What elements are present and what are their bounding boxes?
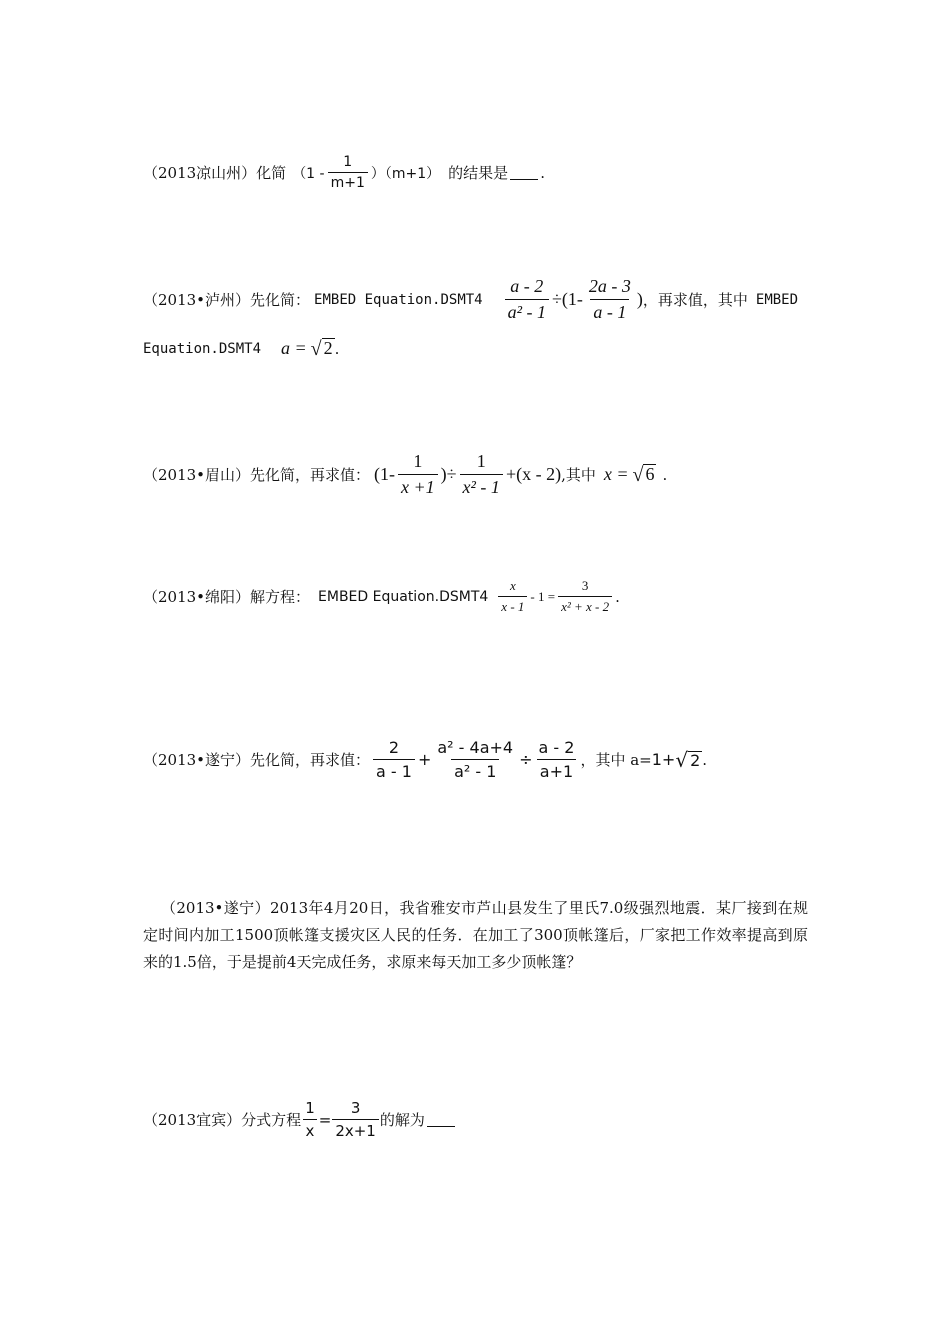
problem-7-f1-denominator: x <box>303 1119 318 1140</box>
problem-1-source: （2013凉山州）化简 <box>143 164 287 182</box>
problem-6-paragraph: （2013•遂宁）2013年4月20日，我省雅安市芦山县发生了里氏7.0级强烈地震．某厂接到在规定时间内加工1500顶帐篷支援灾区人民的任务．在加工了300顶帐篷后，厂家把工作效率提高到原来的1.5倍，于是提前4天完成任务，求原来每天加工多少顶帐篷？ <box>143 899 808 971</box>
problem-7-f1-numerator: 1 <box>305 1099 315 1117</box>
problem-3-condition-lhs: x = <box>603 464 629 484</box>
problem-5-f2-denominator: a² - 1 <box>451 759 499 781</box>
problem-7-operator: = <box>318 1110 332 1129</box>
problem-4-operator: - 1 = <box>530 588 556 604</box>
problem-3-f1-denominator: x +1 <box>398 474 438 498</box>
problem-7-fraction-2 <box>332 1099 379 1140</box>
problem-2-close: ) <box>636 289 643 309</box>
problem-5-f3-numerator: a - 2 <box>538 738 575 757</box>
problem-5-f1-denominator: a - 1 <box>373 759 415 781</box>
problem-2-f1-numerator: a - 2 <box>510 276 544 296</box>
problem-1-open: （1 - <box>292 165 325 182</box>
problem-1-denominator: m+1 <box>328 172 368 191</box>
problem-3-fraction-2 <box>460 451 503 498</box>
problem-1-fraction <box>328 154 368 191</box>
problem-1-close: ）（m+1） <box>370 165 441 182</box>
problem-3-open: (1- <box>374 464 396 484</box>
problem-3-operator: )÷ <box>440 464 457 484</box>
problem-2-fraction-1 <box>505 276 549 323</box>
problem-3-f2-denominator: x² - 1 <box>460 474 503 498</box>
problem-2-condition-lhs: a = <box>281 338 307 358</box>
problem-5-operator-1: + <box>417 750 432 769</box>
problem-4-source: （2013•绵阳）解方程： <box>143 588 311 606</box>
problem-3-end: . <box>662 465 668 484</box>
problem-1 <box>143 154 545 191</box>
problem-2-source: （2013•泸州）先化简： <box>143 291 311 309</box>
problem-4-embed: EMBED Equation.DSMT4 <box>318 588 489 605</box>
problem-5-operator-2: ÷ <box>519 750 533 769</box>
problem-5-mid: ，其中 a= <box>580 751 652 769</box>
problem-5-fraction-2 <box>434 738 516 781</box>
problem-2-f2-denominator: a - 1 <box>590 299 629 323</box>
problem-3-fraction-1 <box>398 451 438 498</box>
problem-1-end: . <box>540 163 545 182</box>
problem-4-end: . <box>615 587 620 606</box>
problem-3-tail-expression: +(x - 2) <box>505 464 562 484</box>
problem-2-end: . <box>334 339 340 358</box>
problem-7-tail: 的解为 <box>379 1111 425 1129</box>
problem-2-f2-numerator: 2a - 3 <box>588 276 631 296</box>
problem-7-fraction-1 <box>302 1099 318 1140</box>
problem-4 <box>143 578 620 615</box>
problem-5-fraction-1 <box>373 738 415 781</box>
sqrt-symbol: √ 2 <box>675 747 701 772</box>
problem-2-embed-2: EMBED <box>755 291 799 308</box>
problem-7-f2-denominator: 2x+1 <box>332 1119 379 1140</box>
problem-7-f2-numerator: 3 <box>350 1099 361 1117</box>
problem-4-f1-numerator: x <box>509 578 516 593</box>
problem-3-f1-numerator: 1 <box>413 451 423 471</box>
sqrt-symbol: √ 2 <box>310 337 333 360</box>
problem-3-mid: ,其中 <box>561 466 596 484</box>
problem-2-mid: ，再求值，其中 <box>642 291 748 309</box>
problem-2-line-2 <box>143 338 339 359</box>
problem-5-end: . <box>702 750 708 769</box>
problem-4-fraction-1 <box>498 578 527 615</box>
problem-7 <box>143 1099 457 1140</box>
problem-2-f1-denominator: a² - 1 <box>505 299 549 323</box>
problem-3-radicand: 6 <box>645 464 655 485</box>
problem-5-f2-numerator: a² - 4a+4 <box>437 738 514 757</box>
problem-5 <box>143 738 707 781</box>
problem-7-source: （2013宜宾）分式方程 <box>143 1111 302 1129</box>
problem-4-fraction-2 <box>558 578 612 615</box>
problem-2-fraction-2 <box>586 276 634 323</box>
problem-2-radicand: 2 <box>323 338 333 359</box>
problem-5-fraction-3 <box>536 738 578 781</box>
problem-3-source: （2013•眉山）先化简，再求值： <box>143 466 371 484</box>
problem-4-f1-denominator: x - 1 <box>498 596 527 615</box>
problem-1-numerator: 1 <box>343 154 353 170</box>
problem-1-tail: 的结果是 <box>448 164 509 182</box>
problem-5-f3-denominator: a+1 <box>537 759 576 781</box>
problem-4-f2-numerator: 3 <box>581 578 589 593</box>
sqrt-symbol: √ 6 <box>632 463 655 486</box>
problem-3 <box>143 451 667 498</box>
problem-5-radicand: 2 <box>690 750 701 770</box>
problem-2-line2-embed: Equation.DSMT4 <box>143 340 262 357</box>
problem-5-condition-lhs: 1+ <box>651 750 676 769</box>
problem-2 <box>143 276 798 323</box>
answer-blank <box>510 165 538 180</box>
problem-4-f2-denominator: x² + x - 2 <box>558 596 612 615</box>
problem-3-f2-numerator: 1 <box>476 451 486 471</box>
problem-2-operator: ÷(1- <box>552 289 583 309</box>
problem-5-f1-numerator: 2 <box>388 738 400 757</box>
problem-5-source: （2013•遂宁）先化简，再求值： <box>143 751 371 769</box>
problem-2-embed: EMBED Equation.DSMT4 <box>314 291 483 308</box>
answer-blank <box>427 1112 455 1127</box>
